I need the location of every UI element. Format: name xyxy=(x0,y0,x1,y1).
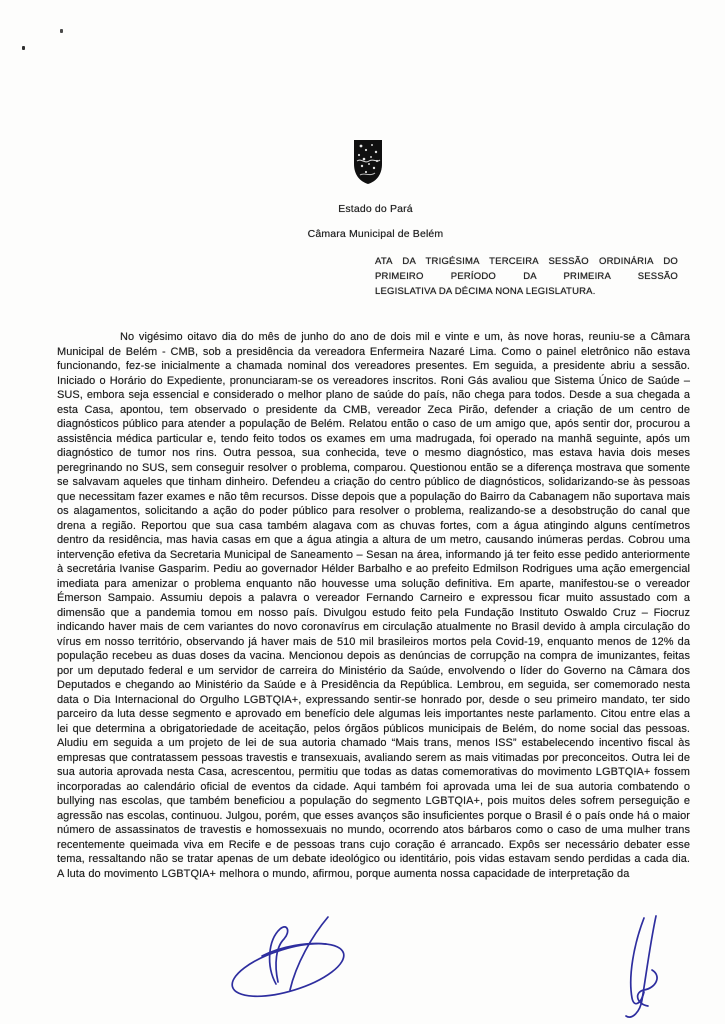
session-title-line: LEGISLATIVA DA DÉCIMA NONA LEGISLATURA. xyxy=(375,286,596,297)
session-title-line: ATA DA TRIGÉSIMA TERCEIRA SESSÃO ORDINÁRIA DO xyxy=(375,256,678,267)
session-title-line: PRIMEIRO PERÍODO DA PRIMEIRA SESSÃO xyxy=(375,271,678,282)
minutes-body-text: No vigésimo oitavo dia do mês de junho do ano de dois mil e vinte e um, às nove horas, reuniu-se a Câmara Municipal de Belém - CMB, sob a presidência da vereadora Enfermeira Nazaré Lima. Como o painel eletrônico não estava funcionando, fez-se inicialmente a chamada nominal dos vereadores presentes. Em seguida, a presidente abriu a sessão. Iniciado o Horário do Expediente, pronunciaram-se os vereadores inscritos. Roni Gás avaliou que Sistema Único de Saúde – SUS, embora seja essencial e considerado o melhor plano de saúde do país, não chega para todos. Desde a sua chegada a esta Casa, apontou, tem observado o presidente da CMB, vereador Zeca Pirão, defender a criação de um centro de diagnósticos público para atender a população de Belém. Relatou então o caso de um amigo que, após sentir dor, procurou a assistência médica particular e, tendo feito todos os exames em uma madrugada, foi operado na manhã seguinte, após um diagnóstico de tumor nos rins. Outra pessoa, sua conhecida, teve o mesmo diagnóstico, mas estava havia dois meses peregrinando no SUS, sem conseguir resolver o problema, comparou. Questionou então se a diferença mostrava que somente se salvavam aqueles que tinham dinheiro. Defendeu a criação do centro público de diagnósticos, solidarizando-se às pessoas que necessitam fazer exames e não têm recursos. Disse depois que a população do Bairro da Cabanagem não suportava mais os alagamentos, solicitando a ação do poder público para resolver o problema, realizando-se a desobstrução do canal que drena a região. Reportou que sua casa também alagava com as chuvas fortes, com a água atingindo alguns centímetros dentro da residência, mas havia casas em que a água atingia a altura de um metro, causando inúmeras perdas. Cobrou uma intervenção efetiva da Secretaria Municipal de Saneamento – Sesan na área, informando já ter feito esse pedido anteriormente à secretária Ivanise Gasparim. Pediu ao governador Hélder Barbalho e ao prefeito Edmilson Rodrigues uma ação emergencial imediata para amenizar o problema enquanto não houvesse uma solução definitiva. Em aparte, manifestou-se o vereador Émerson Sampaio. Assumiu depois a palavra o vereador Fernando Carneiro e expressou ficar muito assustado com a dimensão que a pandemia tomou em nosso país. Divulgou estudo feito pela Fundação Instituto Oswaldo Cruz – Fiocruz indicando haver mais de cem variantes do novo coronavírus em circulação atualmente no Brasil devido à ampla circulação do vírus em nosso território, observando já haver mais de 510 mil brasileiros mortos pela Covid-19, enquanto menos de 12% da população recebeu as duas doses da vacina. Mencionou depois as denúncias de corrupção na compra de imunizantes, feitas por um deputado federal e um servidor de carreira do Ministério da Saúde, envolvendo o líder do Governo na Câmara dos Deputados e chegando ao Ministério da Saúde e à Presidência da República. Lembrou, em seguida, ser comemorado nesta data o Dia Internacional do Orgulho LGBTQIA+, expressando sentir-se honrado por, desde o seu primeiro mandato, ter sido parceiro da luta desse segmento e aprovado em benefício dele algumas leis importantes neste parlamento. Citou entre elas a lei que determina a obrigatoriedade de aceitação, pelos órgãos públicos municipais de Belém, do nome social das pessoas. Aludiu em seguida a um projeto de lei de sua autoria chamado “Mais trans, menos ISS” estabelecendo incentivo fiscal às empresas que contratassem pessoas travestis e transexuais, avaliando serem as mais vitimadas por preconceitos. Outra lei de sua autoria aprovada nesta Casa, acrescentou, permitiu que todas as datas comemorativas do movimento LGBTQIA+ fossem incorporadas ao calendário oficial de eventos da cidade. Aqui também foi aprovada uma lei de sua autoria combatendo o bullying nas escolas, que também beneficiou a população do segmento LGBTQIA+, pois muitos deles sofrem perseguição e agressão nas escolas, continuou. Julgou, porém, que esses avanços são insuficientes porque o Brasil é o país onde há o maior número de assassinatos de travestis e homossexuais no mundo, ocorrendo atos bárbaros como o caso de uma mulher trans recentemente queimada viva em Recife e de pessoas trans cujo coração é arrancado. Expôs ser necessário debater esse tema, ressaltando não se tratar apenas de um debate ideológico ou identitário, pois vidas estavam sendo perdidas a cada dia. A luta do movimento LGBTQIA+ melhora o mundo, afirmou, porque aumenta nossa capacidade de interpretação da xyxy=(57,331,690,880)
institution-name: Câmara Municipal de Belém xyxy=(307,228,444,240)
scan-speck xyxy=(22,46,25,50)
session-title xyxy=(375,254,678,299)
handwritten-signature-icon xyxy=(606,914,672,1024)
state-name: Estado do Pará xyxy=(338,203,413,215)
para-coat-of-arms-icon xyxy=(352,139,384,185)
handwritten-signature-icon xyxy=(224,912,358,1010)
scan-speck xyxy=(60,29,63,33)
